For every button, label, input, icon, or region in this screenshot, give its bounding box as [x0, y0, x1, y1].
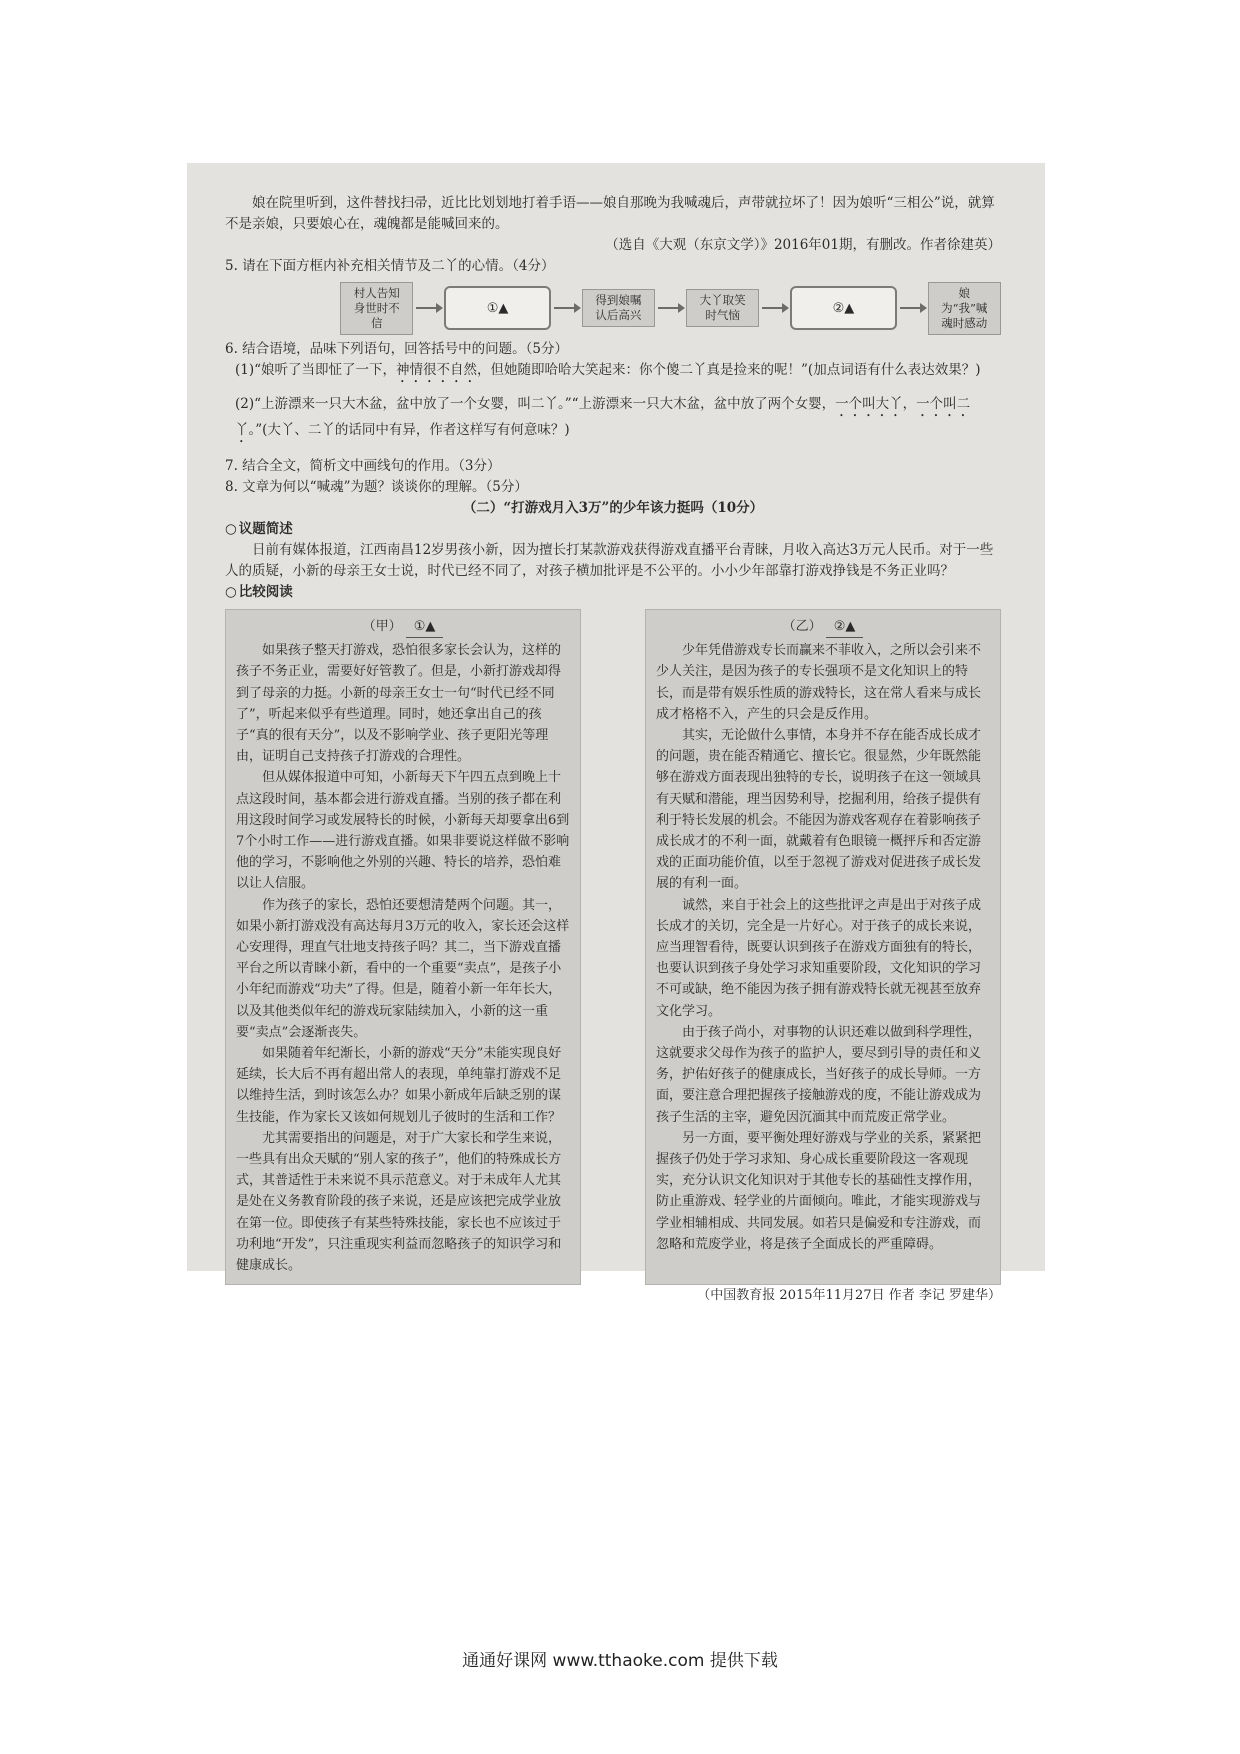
article-yi-paragraph: 诚然，来自于社会上的这些批评之声是出于对孩子成长成才的关切，完全是一片好心。对于孩子的成长来说，应当理智看待，既要认识到孩子在游戏方面独有的特长，也要认识到孩子身处学习求知重要阶段，文化知识的学习不可或缺，绝不能因为孩子拥有游戏特长就无视甚至放弃文化学习。 [656, 897, 982, 1019]
flow-box-1: 村人告知身世时不信 [340, 282, 413, 335]
article-jia-paragraph: 作为孩子的家长，恐怕还要想清楚两个问题。其一，如果小新打游戏没有高达每月3万元的收入，家长还会这样心安理得，理直气壮地支持孩子吗？其二，当下游戏直播平台之所以青睐小新，看中的一个重要“卖点”，是孩子小小年纪而游戏“功夫”了得。但是，随着小新一年年长大，以及其他类似年纪的游戏玩家陆续加入，小新的这一重要“卖点”会逐渐丧失。 [236, 897, 570, 1040]
article-yi-paragraph: 由于孩子尚小，对事物的认识还难以做到科学理性，这就要求父母作为孩子的监护人，要尽到引导的责任和义务，护佑好孩子的健康成长，当好孩子的成长导师。一方面，要注意合理把握孩子接触游戏的度，不能让游戏成为孩子生活的主宰，避免因沉湎其中而荒废正常学业。 [656, 1024, 982, 1125]
plot-flow-diagram [340, 285, 1001, 331]
article-yi-paragraph: 另一方面，要平衡处理好游戏与学业的关系，紧紧把握孩子仍处于学习求知、身心成长重要阶段这一客观现实，充分认识文化知识对于其他专长的基础性支撑作用，防止重游戏、轻学业的片面倾向。唯此，才能实现游戏与学业相辅相成、共同发展。如若只是偏爱和专注游戏，而忽略和荒废学业，将是孩子全面成长的严重障碍。 [656, 1130, 982, 1252]
heading-topic-summary: ○ 议题简述 [225, 519, 1001, 540]
question-6: 6. 结合语境，品味下列语句，回答括号中的问题。（5分） [225, 341, 569, 357]
scanned-exam-page [187, 163, 1045, 1304]
section-2-title: （二）“打游戏月入3万”的少年该力挺吗（10分） [462, 500, 764, 516]
article-jia-paragraph: 如果随着年纪渐长，小新的游戏“天分”未能实现良好延续，长大后不再有超出常人的表现，单纯靠打游戏不足以维持生活，到时该怎么办？如果小新成年后缺乏别的谋生技能，作为家长又该如何规划儿子彼时的生活和工作？ [236, 1046, 562, 1125]
flow-box-2: 得到娘嘱认后高兴 [582, 289, 655, 327]
flow-box-4: 娘为“我”喊魂时感动 [928, 282, 1001, 335]
question-6-2 [225, 394, 1001, 446]
q6-1-text: (1)“娘听了当即怔了一下， [235, 362, 397, 378]
download-footer: 通通好课网 www.tthaoke.com 提供下载 [462, 1651, 778, 1671]
flow-box-3: 大丫取笑时气恼 [686, 289, 759, 327]
q6-2-dotted-words: 一个叫大丫，一个叫二丫 [235, 396, 971, 438]
article-yi-label: （乙） [782, 619, 822, 634]
article-yi [645, 609, 1001, 1285]
flow-arrow-icon [900, 307, 925, 309]
q6-1-dotted-words: 神情很不自然 [396, 362, 478, 378]
flow-blank-1: ①▲ [444, 286, 551, 330]
article-jia-label: （甲） [362, 619, 402, 634]
question-6-1 [225, 360, 1001, 386]
comparison-columns [225, 609, 1001, 1285]
question-8: 8. 文章为何以“喊魂”为题？谈谈你的理解。（5分） [225, 479, 528, 495]
flow-arrow-icon [762, 307, 787, 309]
flow-arrow-icon [554, 307, 579, 309]
article-source: （中国教育报 2015年11月27日 作者 李记 罗建华） [697, 1288, 1001, 1304]
article-jia [225, 609, 581, 1285]
q6-2-question: 。”(大丫、二丫的话同中有异，作者这样写有何意味？) [248, 422, 570, 438]
flow-arrow-icon [416, 307, 441, 309]
article-jia-paragraph: 但从媒体报道中可知，小新每天下午四五点到晚上十点这段时间，基本都会进行游戏直播。当别的孩子都在利用这段时间学习或发展特长的时候，小新每天却要拿出6到7个小时工作——进行游戏直播。如果非要说这样做不影响他的学习，不影响他之外别的兴趣、特长的培养，恐怕难以让人信服。 [236, 770, 570, 892]
flow-arrow-icon [658, 307, 683, 309]
q6-2-text: (2)“上游漂来一只大木盆，盆中放了一个女婴，叫二丫。”“上游漂来一只大木盆，盆中放了两个女婴， [235, 396, 836, 412]
topic-intro: 日前有媒体报道，江西南昌12岁男孩小新，因为擅长打某款游戏获得游戏直播平台青睐，月收入高达3万元人民币。对于一些人的质疑，小新的母亲王女士说，时代已经不同了，对孩子横加批评是不公平的。小小少年部靠打游戏挣钱是不务正业吗？ [225, 542, 994, 579]
article-jia-paragraph: 尤其需要指出的问题是，对于广大家长和学生来说，一些具有出众天赋的“别人家的孩子”，他们的特殊成长方式，其普适性于未来说不具示范意义。对于未成年人尤其是处在义务教育阶段的孩子来说，还是应该把完成学业放在第一位。即使孩子有某些特殊技能，家长也不应该过于功利地“开发”，只注重现实利益而忽略孩子的知识学习和健康成长。 [236, 1130, 562, 1274]
story-ending-paragraph: 娘在院里听到，这件替找扫帚，近比比划划地打着手语——娘自那晚为我喊魂后，声带就拉坏了！因为娘听“三相公”说，就算不是亲娘，只要娘心在，魂魄都是能喊回来的。 [225, 195, 995, 232]
question-5: 5. 请在下面方框内补充相关情节及二丫的心情。（4分） [225, 258, 555, 274]
article-yi-title [656, 616, 990, 638]
flow-blank-2: ②▲ [790, 286, 897, 330]
question-7: 7. 结合全文，简析文中画线句的作用。（3分） [225, 458, 501, 474]
article-jia-paragraph: 如果孩子整天打游戏，恐怕很多家长会认为，这样的孩子不务正业，需要好好管教了。但是，小新打游戏却得到了母亲的力挺。小新的母亲王女士一句“时代已经不同了”，听起来似乎有些道理。同时，她还拿出自己的孩子“真的很有天分”，以及不影响学业、孩子更阳光等理由，证明自己支持孩子打游戏的合理性。 [236, 643, 562, 765]
article-yi-title-blank: ②▲ [826, 616, 864, 638]
article-jia-title [236, 616, 570, 638]
story-source: （选自《大观（东京文学）》2016年01期，有删改。作者徐建英） [605, 237, 1001, 253]
article-jia-title-blank: ①▲ [406, 616, 444, 638]
heading-comparative-reading: ○ 比较阅读 [225, 582, 1001, 603]
article-yi-paragraph: 少年凭借游戏专长而赢来不菲收入，之所以会引来不少人关注，是因为孩子的专长强项不是文化知识上的特长，而是带有娱乐性质的游戏特长，这在常人看来与成长成才格格不入，产生的只会是反作用。 [656, 643, 982, 722]
article-yi-paragraph: 其实，无论做什么事情，本身并不存在能否成长成才的问题，贵在能否精通它、擅长它。很显然，少年既然能够在游戏方面表现出独特的专长，说明孩子在这一领域具有天赋和潜能，理当因势利导，挖掘利用，给孩子提供有利于特长发展的机会。不能因为游戏客观存在着影响孩子成长成才的不利一面，就戴着有色眼镜一概抨斥和否定游戏的正面功能价值，以至于忽视了游戏对促进孩子成长发展的有利一面。 [656, 728, 982, 892]
q6-1-question: ，但她随即哈哈大笑起来：你个傻二丫真是捡来的呢！”(加点词语有什么表达效果？) [477, 362, 981, 378]
